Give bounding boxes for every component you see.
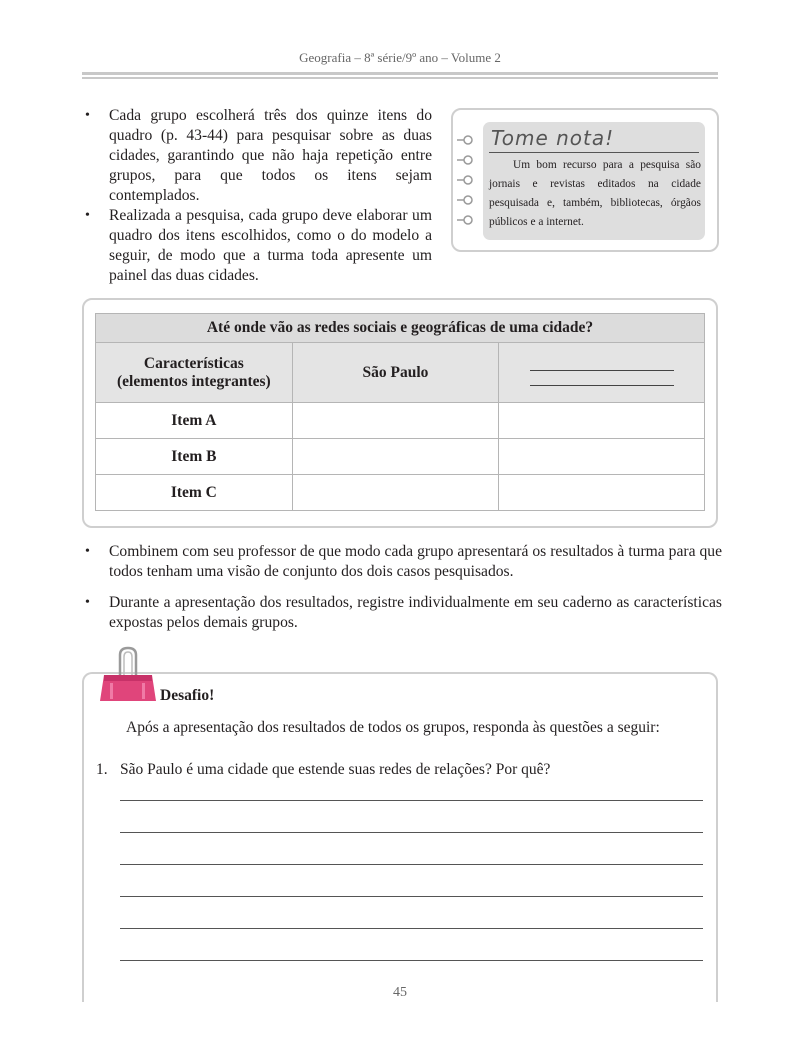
answer-line[interactable]: [120, 896, 703, 897]
answer-line[interactable]: [120, 864, 703, 865]
column-header-line: (elementos integrantes): [117, 372, 271, 390]
answer-line[interactable]: [120, 960, 703, 961]
table-cell: [292, 403, 498, 439]
column-header-characteristics: [96, 343, 293, 403]
model-table: [95, 313, 705, 511]
bullet-symbol: •: [85, 108, 90, 123]
table-cell: [499, 439, 705, 475]
notebook-ring-icon: [457, 214, 473, 226]
table-row: [96, 439, 705, 475]
table-cell: [292, 475, 498, 511]
note-title: Tome nota!: [491, 126, 615, 150]
note-body: Um bom recurso para a pesquisa são jornais e revistas editados na cidade pesquisada e, também, bibliotecas, órgãos públicos e a internet.: [489, 159, 701, 228]
table-row: [96, 475, 705, 511]
column-header-blank: [499, 343, 705, 403]
notebook-ring-icon: [457, 194, 473, 206]
question-text: São Paulo é uma cidade que estende suas redes de relações? Por quê?: [120, 761, 551, 778]
notebook-ring-icon: [457, 134, 473, 146]
question-1: [96, 761, 550, 779]
running-header: Geografia – 8ª série/9º ano – Volume 2: [299, 50, 501, 65]
blank-fill-line: [530, 374, 674, 386]
note-box: [451, 108, 719, 252]
header-rule-bottom: [82, 77, 718, 79]
bullet-symbol: •: [85, 595, 90, 610]
note-title-rule: [489, 152, 699, 153]
table-cell: [499, 403, 705, 439]
row-label: Item B: [96, 439, 293, 475]
challenge-intro: Após a apresentação dos resultados de todos os grupos, responda às questões a seguir:: [126, 719, 660, 736]
question-number: 1.: [96, 761, 108, 778]
note-panel: [483, 122, 705, 240]
bullet-text: Durante a apresentação dos resultados, registre individualmente em seu caderno as características expostas pelos demais grupos.: [109, 594, 722, 631]
bullet-symbol: •: [85, 208, 90, 223]
note-text: [489, 156, 701, 232]
bullet-item: [82, 542, 722, 582]
row-label: Item A: [96, 403, 293, 439]
notebook-ring-icon: [457, 174, 473, 186]
column-header-sao-paulo: São Paulo: [292, 343, 498, 403]
bullet-text: Cada grupo escolherá três dos quinze itens do quadro (p. 43-44) para pesquisar sobre as duas cidades, garantindo que não haja repetição entre grupos, para que todos os itens sejam contemplados.: [109, 107, 432, 204]
header-rule-top: [82, 72, 718, 75]
answer-line[interactable]: [120, 832, 703, 833]
bullet-item: [82, 206, 432, 286]
bullet-text: Combinem com seu professor de que modo cada grupo apresentará os resultados à turma para que todos tenham uma visão de conjunto dos dois casos pesquisados.: [109, 543, 722, 580]
table-title: Até onde vão as redes sociais e geográficas de uma cidade?: [96, 314, 705, 343]
bullet-item: [82, 593, 722, 633]
page-number: 45: [393, 985, 407, 1000]
answer-line[interactable]: [120, 800, 703, 801]
bullet-text: Realizada a pesquisa, cada grupo deve elaborar um quadro dos itens escolhidos, como o do modelo a seguir, de modo que a turma toda apresente um painel das duas cidades.: [109, 207, 432, 284]
row-label: Item C: [96, 475, 293, 511]
notebook-ring-icon: [457, 154, 473, 166]
table-cell: [499, 475, 705, 511]
blank-fill-line: [530, 359, 674, 371]
table-cell: [292, 439, 498, 475]
column-header-line: Características: [143, 354, 244, 372]
table-row: [96, 403, 705, 439]
answer-line[interactable]: [120, 928, 703, 929]
bullet-symbol: •: [85, 544, 90, 559]
binder-clip-icon: [100, 645, 158, 707]
challenge-title: Desafio!: [160, 687, 215, 704]
bullet-item: [82, 106, 432, 206]
